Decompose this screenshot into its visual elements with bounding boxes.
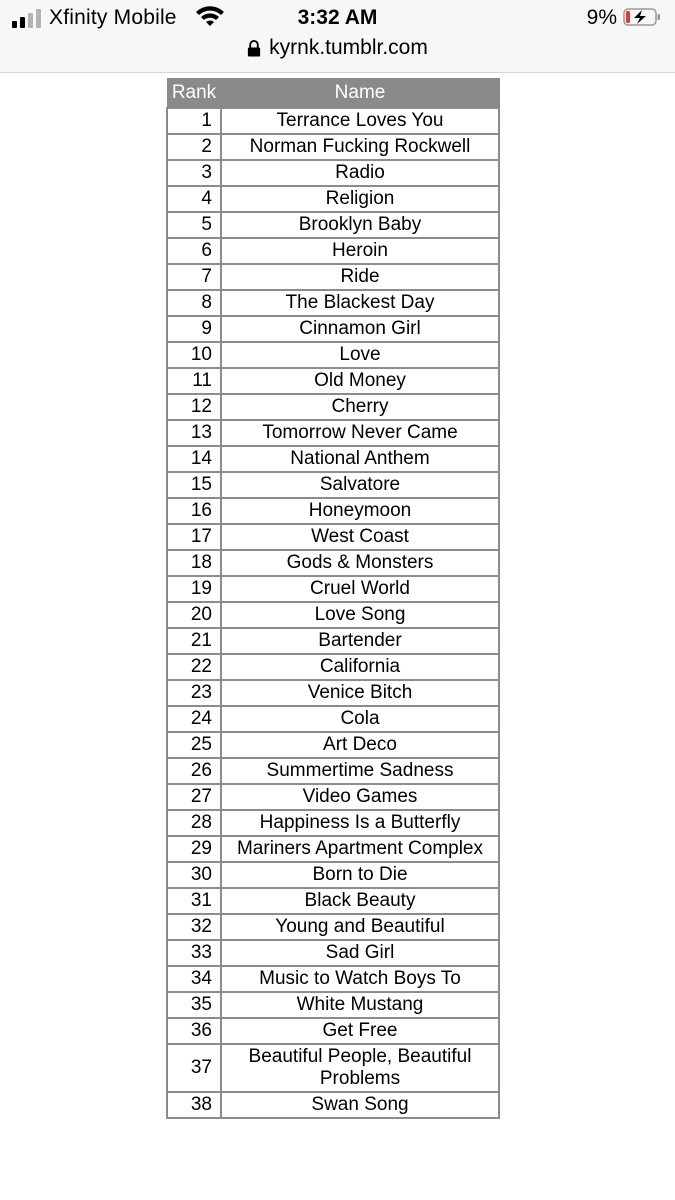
lock-icon xyxy=(247,40,261,57)
song-name-cell: Religion xyxy=(221,186,499,212)
table-row xyxy=(167,108,499,134)
ranking-table xyxy=(166,78,500,1119)
song-name-cell: Art Deco xyxy=(221,732,499,758)
rank-cell: 1 xyxy=(167,108,221,134)
rank-cell: 8 xyxy=(167,290,221,316)
rank-cell: 36 xyxy=(167,1018,221,1044)
table-row xyxy=(167,498,499,524)
song-name-cell: Sad Girl xyxy=(221,940,499,966)
rank-cell: 33 xyxy=(167,940,221,966)
rank-cell: 11 xyxy=(167,368,221,394)
rank-cell: 6 xyxy=(167,238,221,264)
carrier-name: Xfinity Mobile xyxy=(49,6,177,29)
rank-cell: 25 xyxy=(167,732,221,758)
rank-cell: 21 xyxy=(167,628,221,654)
table-row xyxy=(167,472,499,498)
rank-cell: 13 xyxy=(167,420,221,446)
rank-cell: 2 xyxy=(167,134,221,160)
song-name-cell: Salvatore xyxy=(221,472,499,498)
table-row xyxy=(167,238,499,264)
song-name-cell: National Anthem xyxy=(221,446,499,472)
table-row xyxy=(167,446,499,472)
table-row xyxy=(167,342,499,368)
rank-cell: 18 xyxy=(167,550,221,576)
rank-cell: 5 xyxy=(167,212,221,238)
song-name-cell: Radio xyxy=(221,160,499,186)
song-name-cell: Brooklyn Baby xyxy=(221,212,499,238)
table-row xyxy=(167,134,499,160)
song-name-cell: Heroin xyxy=(221,238,499,264)
song-name-cell: Mariners Apartment Complex xyxy=(221,836,499,862)
rank-cell: 12 xyxy=(167,394,221,420)
time-text: 3:32 AM xyxy=(297,6,378,29)
song-name-cell: Cinnamon Girl xyxy=(221,316,499,342)
table-row xyxy=(167,784,499,810)
rank-cell: 22 xyxy=(167,654,221,680)
song-name-cell: Terrance Loves You xyxy=(221,108,499,134)
table-row xyxy=(167,966,499,992)
table-row xyxy=(167,212,499,238)
rank-cell: 17 xyxy=(167,524,221,550)
clock xyxy=(0,6,675,30)
rank-cell: 27 xyxy=(167,784,221,810)
song-name-cell: Ride xyxy=(221,264,499,290)
rank-cell: 26 xyxy=(167,758,221,784)
song-name-cell: Gods & Monsters xyxy=(221,550,499,576)
rank-cell: 16 xyxy=(167,498,221,524)
song-name-cell: Love Song xyxy=(221,602,499,628)
song-name-cell: Love xyxy=(221,342,499,368)
song-name-cell: Swan Song xyxy=(221,1092,499,1118)
rank-cell: 4 xyxy=(167,186,221,212)
table-row xyxy=(167,1018,499,1044)
table-row xyxy=(167,732,499,758)
rank-cell: 7 xyxy=(167,264,221,290)
song-name-cell: Cola xyxy=(221,706,499,732)
table-row xyxy=(167,524,499,550)
song-name-cell: Honeymoon xyxy=(221,498,499,524)
battery-charging-icon xyxy=(623,8,661,26)
table-row xyxy=(167,602,499,628)
song-name-cell: Summertime Sadness xyxy=(221,758,499,784)
rank-cell: 35 xyxy=(167,992,221,1018)
song-name-cell: West Coast xyxy=(221,524,499,550)
table-row xyxy=(167,368,499,394)
rank-cell: 20 xyxy=(167,602,221,628)
table-row xyxy=(167,628,499,654)
url-text: kyrnk.tumblr.com xyxy=(269,36,428,59)
song-name-cell: Video Games xyxy=(221,784,499,810)
table-row xyxy=(167,420,499,446)
table-row xyxy=(167,550,499,576)
song-name-cell: Cherry xyxy=(221,394,499,420)
song-name-cell: Happiness Is a Butterfly xyxy=(221,810,499,836)
song-name-cell: Black Beauty xyxy=(221,888,499,914)
song-name-cell: Bartender xyxy=(221,628,499,654)
rank-cell: 34 xyxy=(167,966,221,992)
table-row xyxy=(167,1092,499,1118)
rank-cell: 19 xyxy=(167,576,221,602)
table-row xyxy=(167,394,499,420)
rank-cell: 24 xyxy=(167,706,221,732)
rank-cell: 10 xyxy=(167,342,221,368)
rank-cell: 23 xyxy=(167,680,221,706)
table-row xyxy=(167,836,499,862)
battery-percent: 9% xyxy=(586,6,617,29)
rank-cell: 32 xyxy=(167,914,221,940)
rank-cell: 3 xyxy=(167,160,221,186)
rank-cell: 37 xyxy=(167,1044,221,1092)
rank-cell: 38 xyxy=(167,1092,221,1118)
rank-cell: 31 xyxy=(167,888,221,914)
rank-cell: 15 xyxy=(167,472,221,498)
table-row xyxy=(167,1044,499,1092)
table-row xyxy=(167,888,499,914)
song-name-cell: Tomorrow Never Came xyxy=(221,420,499,446)
table-header-row xyxy=(167,79,499,109)
table-row xyxy=(167,706,499,732)
table-row xyxy=(167,654,499,680)
table-row xyxy=(167,264,499,290)
table-row xyxy=(167,186,499,212)
table-row xyxy=(167,862,499,888)
song-name-cell: Music to Watch Boys To xyxy=(221,966,499,992)
rank-cell: 14 xyxy=(167,446,221,472)
table-row xyxy=(167,680,499,706)
table-row xyxy=(167,940,499,966)
name-column-header: Name xyxy=(221,79,499,109)
song-name-cell: Beautiful People, Beautiful Problems xyxy=(221,1044,499,1092)
song-name-cell: Venice Bitch xyxy=(221,680,499,706)
table-row xyxy=(167,576,499,602)
song-name-cell: California xyxy=(221,654,499,680)
rank-cell: 9 xyxy=(167,316,221,342)
song-name-cell: Norman Fucking Rockwell xyxy=(221,134,499,160)
song-name-cell: Get Free xyxy=(221,1018,499,1044)
table-row xyxy=(167,316,499,342)
song-name-cell: Old Money xyxy=(221,368,499,394)
status-bar xyxy=(0,0,675,73)
rank-cell: 30 xyxy=(167,862,221,888)
table-body xyxy=(167,108,499,1118)
url-bar[interactable] xyxy=(0,36,675,63)
table-row xyxy=(167,758,499,784)
table-row xyxy=(167,290,499,316)
song-name-cell: Young and Beautiful xyxy=(221,914,499,940)
song-name-cell: The Blackest Day xyxy=(221,290,499,316)
rank-cell: 28 xyxy=(167,810,221,836)
table-row xyxy=(167,810,499,836)
table-row xyxy=(167,992,499,1018)
song-name-cell: White Mustang xyxy=(221,992,499,1018)
rank-cell: 29 xyxy=(167,836,221,862)
song-name-cell: Cruel World xyxy=(221,576,499,602)
song-name-cell: Born to Die xyxy=(221,862,499,888)
table-row xyxy=(167,160,499,186)
rank-column-header: Rank xyxy=(167,79,221,109)
table-row xyxy=(167,914,499,940)
